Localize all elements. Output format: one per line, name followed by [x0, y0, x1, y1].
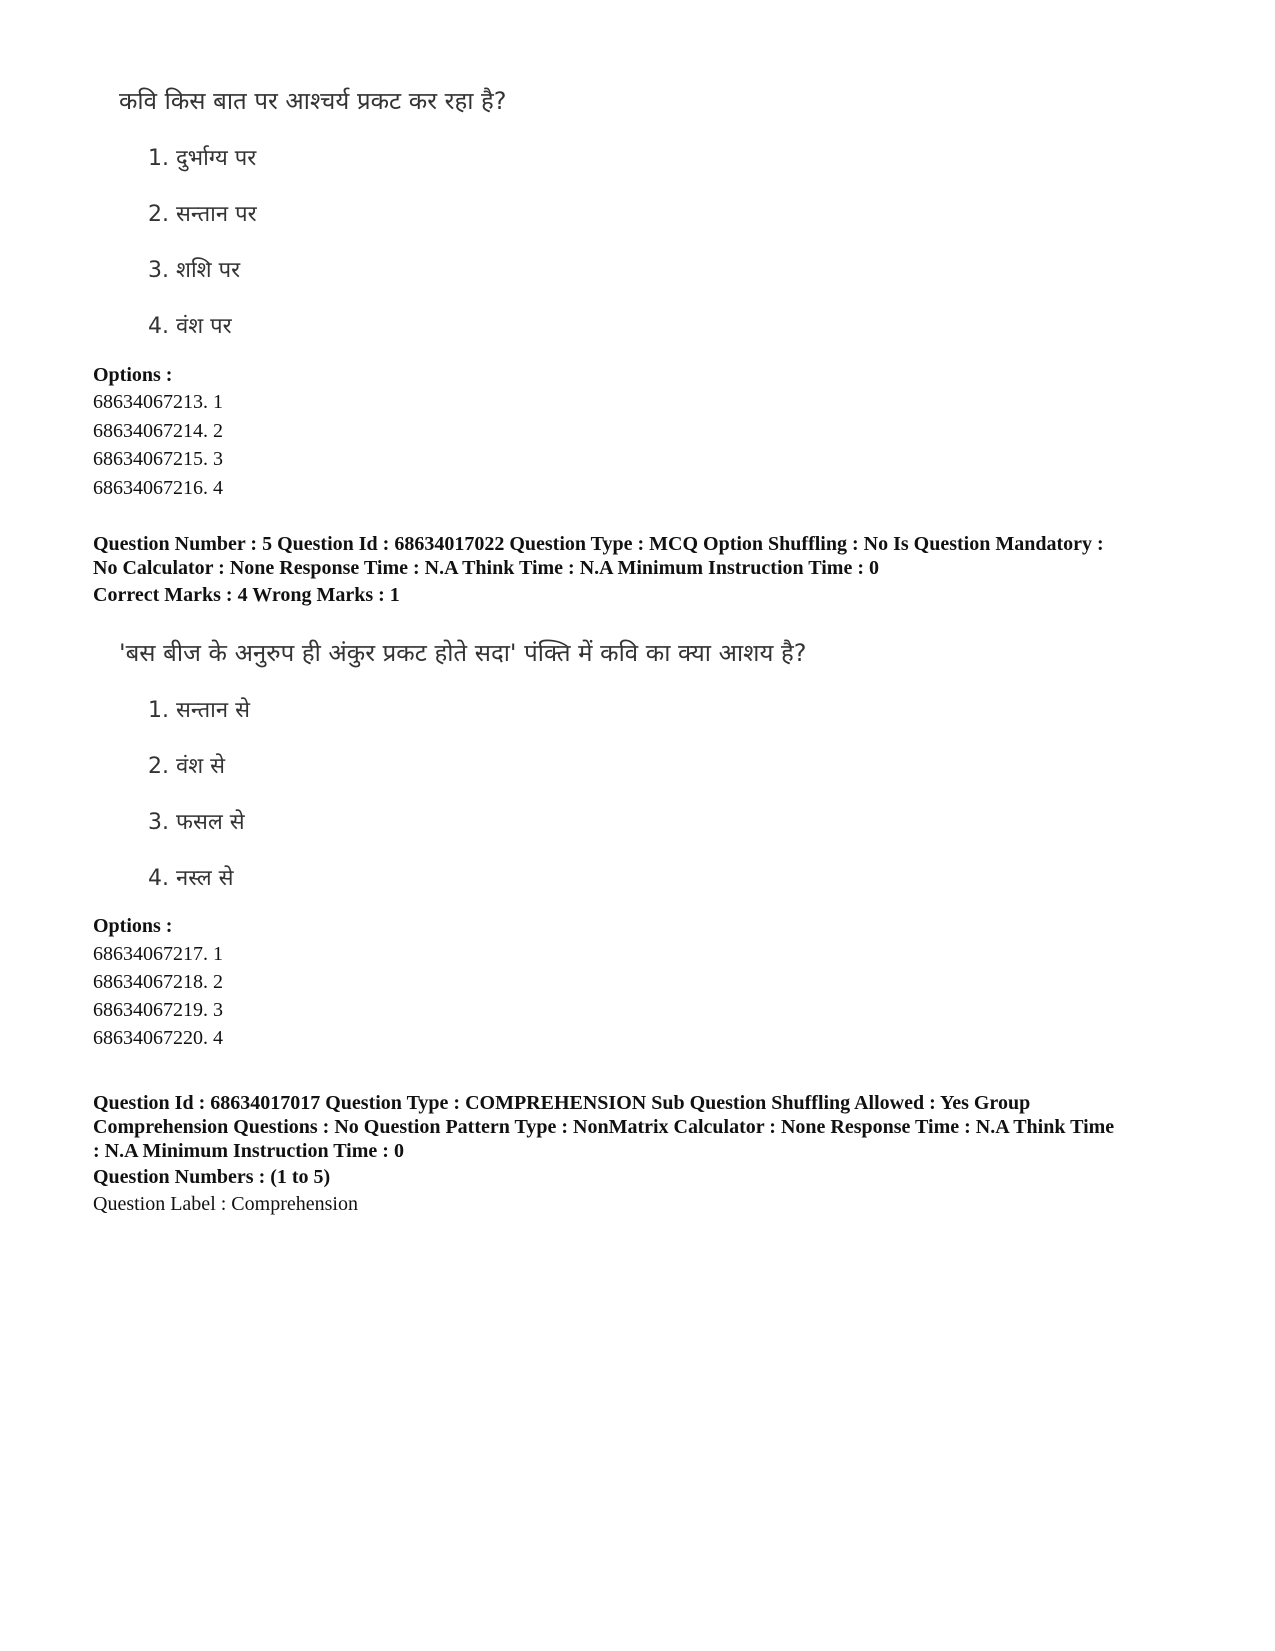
options-heading: Options : [93, 364, 173, 386]
comprehension-meta [93, 1091, 1193, 1163]
question-meta [93, 532, 1193, 580]
choice-item: 2. वंश से [148, 754, 226, 779]
choice-item: 1. सन्तान से [148, 698, 250, 723]
option-line: 68634067218. 2 [93, 971, 223, 993]
option-line: 68634067216. 4 [93, 477, 223, 499]
option-line: 68634067215. 3 [93, 448, 223, 470]
choice-item: 1. दुर्भाग्य पर [148, 146, 257, 171]
question-marks: Correct Marks : 4 Wrong Marks : 1 [93, 584, 400, 606]
question-meta-line: : N.A Minimum Instruction Time : 0 [93, 1140, 404, 1162]
option-line: 68634067219. 3 [93, 999, 223, 1021]
option-line: 68634067213. 1 [93, 391, 223, 413]
option-line: 68634067217. 1 [93, 943, 223, 965]
options-heading: Options : [93, 915, 173, 937]
question-meta-line: No Calculator : None Response Time : N.A Think Time : N.A Minimum Instruction Time : 0 [93, 557, 879, 579]
choice-item: 2. सन्तान पर [148, 202, 257, 227]
question-meta-line: Comprehension Questions : No Question Pattern Type : NonMatrix Calculator : None Response Time : N.A Think Time [93, 1116, 1115, 1138]
question-text: 'बस बीज के अनुरुप ही अंकुर प्रकट होते सदा' पंक्ति में कवि का क्या आशय है? [119, 639, 807, 667]
choice-item: 4. वंश पर [148, 314, 232, 339]
choice-item: 3. फसल से [148, 810, 245, 835]
question-meta-line: Question Number : 5 Question Id : 68634017022 Question Type : MCQ Option Shuffling : No Is Question Mandatory : [93, 533, 1104, 555]
question-numbers: Question Numbers : (1 to 5) [93, 1166, 331, 1188]
option-line: 68634067214. 2 [93, 420, 223, 442]
question-label: Question Label : Comprehension [93, 1193, 358, 1215]
choice-item: 4. नस्ल से [148, 866, 234, 891]
option-line: 68634067220. 4 [93, 1027, 223, 1049]
question-text: कवि किस बात पर आश्चर्य प्रकट कर रहा है? [119, 87, 507, 115]
question-meta-line: Question Id : 68634017017 Question Type : COMPREHENSION Sub Question Shuffling Allowed : Yes Group [93, 1092, 1031, 1114]
choice-item: 3. शशि पर [148, 258, 241, 283]
